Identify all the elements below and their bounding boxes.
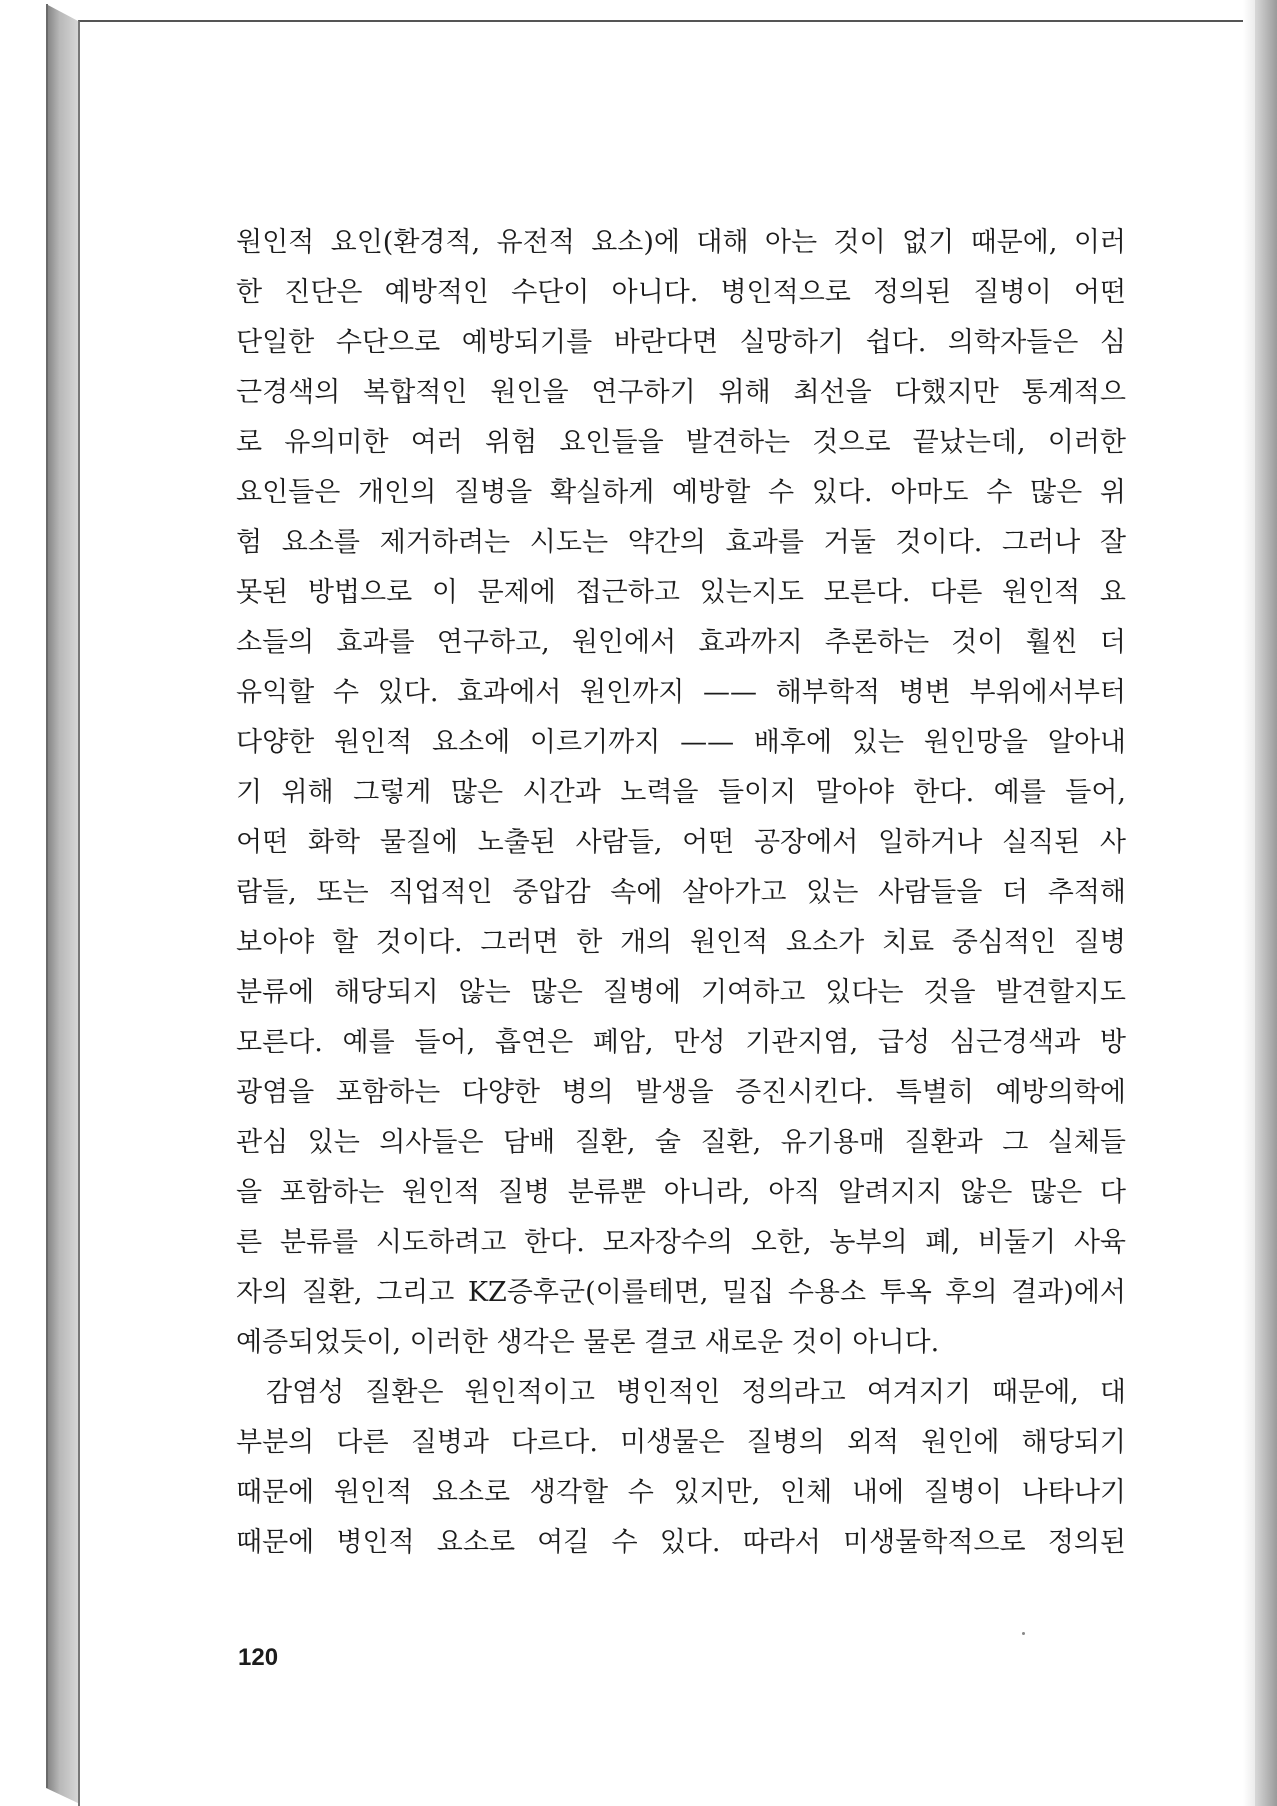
speck-mark — [1022, 1632, 1025, 1635]
text-line: 기 위해 그렇게 많은 시간과 노력을 들이지 말아야 한다. 예를 들어, — [236, 777, 1126, 808]
text-line: 모른다. 예를 들어, 흡연은 폐암, 만성 기관지염, 급성 심근경색과 방 — [236, 1027, 1126, 1058]
text-line: 부분의 다른 질병과 다르다. 미생물은 질병의 외적 원인에 해당되기 — [236, 1427, 1126, 1458]
page-edge-line — [46, 4, 48, 1788]
paragraph-1 — [236, 218, 1126, 1368]
text-line: 소들의 효과를 연구하고, 원인에서 효과까지 추론하는 것이 훨씬 더 — [236, 627, 1126, 658]
text-line: 예증되었듯이, 이러한 생각은 물론 결코 새로운 것이 아니다. — [236, 1327, 940, 1358]
text-line: 다양한 원인적 요소에 이르기까지 —— 배후에 있는 원인망을 알아내 — [236, 727, 1126, 758]
text-line: 유익할 수 있다. 효과에서 원인까지 —— 해부학적 병변 부위에서부터 — [236, 677, 1126, 708]
text-line: 자의 질환, 그리고 KZ증후군(이를테면, 밀집 수용소 투옥 후의 결과)에서 — [236, 1277, 1126, 1308]
right-page-shadow-inner — [1243, 0, 1255, 1806]
page-number: 120 — [238, 1644, 279, 1671]
page-edge — [46, 4, 80, 1804]
text-line: 른 분류를 시도하려고 한다. 모자장수의 오한, 농부의 폐, 비둘기 사육 — [236, 1227, 1126, 1258]
paragraph-2 — [236, 1368, 1126, 1568]
text-line: 요인들은 개인의 질병을 확실하게 예방할 수 있다. 아마도 수 많은 위 — [236, 477, 1126, 508]
text-line: 로 유의미한 여러 위험 요인들을 발견하는 것으로 끝났는데, 이러한 — [236, 427, 1126, 458]
text-line: 단일한 수단으로 예방되기를 바란다면 실망하기 쉽다. 의학자들은 심 — [236, 327, 1126, 358]
body-text — [236, 218, 1126, 1568]
text-line: 람들, 또는 직업적인 중압감 속에 살아가고 있는 사람들을 더 추적해 — [236, 877, 1126, 908]
text-line: 한 진단은 예방적인 수단이 아니다. 병인적으로 정의된 질병이 어떤 — [236, 277, 1126, 308]
text-line: 감염성 질환은 원인적이고 병인적인 정의라고 여겨지기 때문에, 대 — [266, 1377, 1126, 1408]
text-line: 보아야 할 것이다. 그러면 한 개의 원인적 요소가 치료 중심적인 질병 — [236, 927, 1126, 958]
text-line: 원인적 요인(환경적, 유전적 요소)에 대해 아는 것이 없기 때문에, 이러 — [236, 227, 1126, 258]
text-line: 분류에 해당되지 않는 많은 질병에 기여하고 있다는 것을 발견할지도 — [236, 977, 1126, 1008]
text-line: 근경색의 복합적인 원인을 연구하기 위해 최선을 다했지만 통계적으 — [236, 377, 1126, 408]
text-line: 어떤 화학 물질에 노출된 사람들, 어떤 공장에서 일하거나 실직된 사 — [236, 827, 1126, 858]
text-line: 관심 있는 의사들은 담배 질환, 술 질환, 유기용매 질환과 그 실체들 — [236, 1127, 1126, 1158]
text-line: 광염을 포함하는 다양한 병의 발생을 증진시킨다. 특별히 예방의학에 — [236, 1077, 1126, 1108]
text-line: 험 요소를 제거하려는 시도는 약간의 효과를 거둘 것이다. 그러나 잘 — [236, 527, 1126, 558]
text-line: 때문에 병인적 요소로 여길 수 있다. 따라서 미생물학적으로 정의된 — [236, 1527, 1126, 1558]
text-line: 을 포함하는 원인적 질병 분류뿐 아니라, 아직 알려지지 않은 많은 다 — [236, 1177, 1126, 1208]
text-line: 때문에 원인적 요소로 생각할 수 있지만, 인체 내에 질병이 나타나기 — [236, 1477, 1126, 1508]
text-line: 못된 방법으로 이 문제에 접근하고 있는지도 모른다. 다른 원인적 요 — [236, 577, 1126, 608]
